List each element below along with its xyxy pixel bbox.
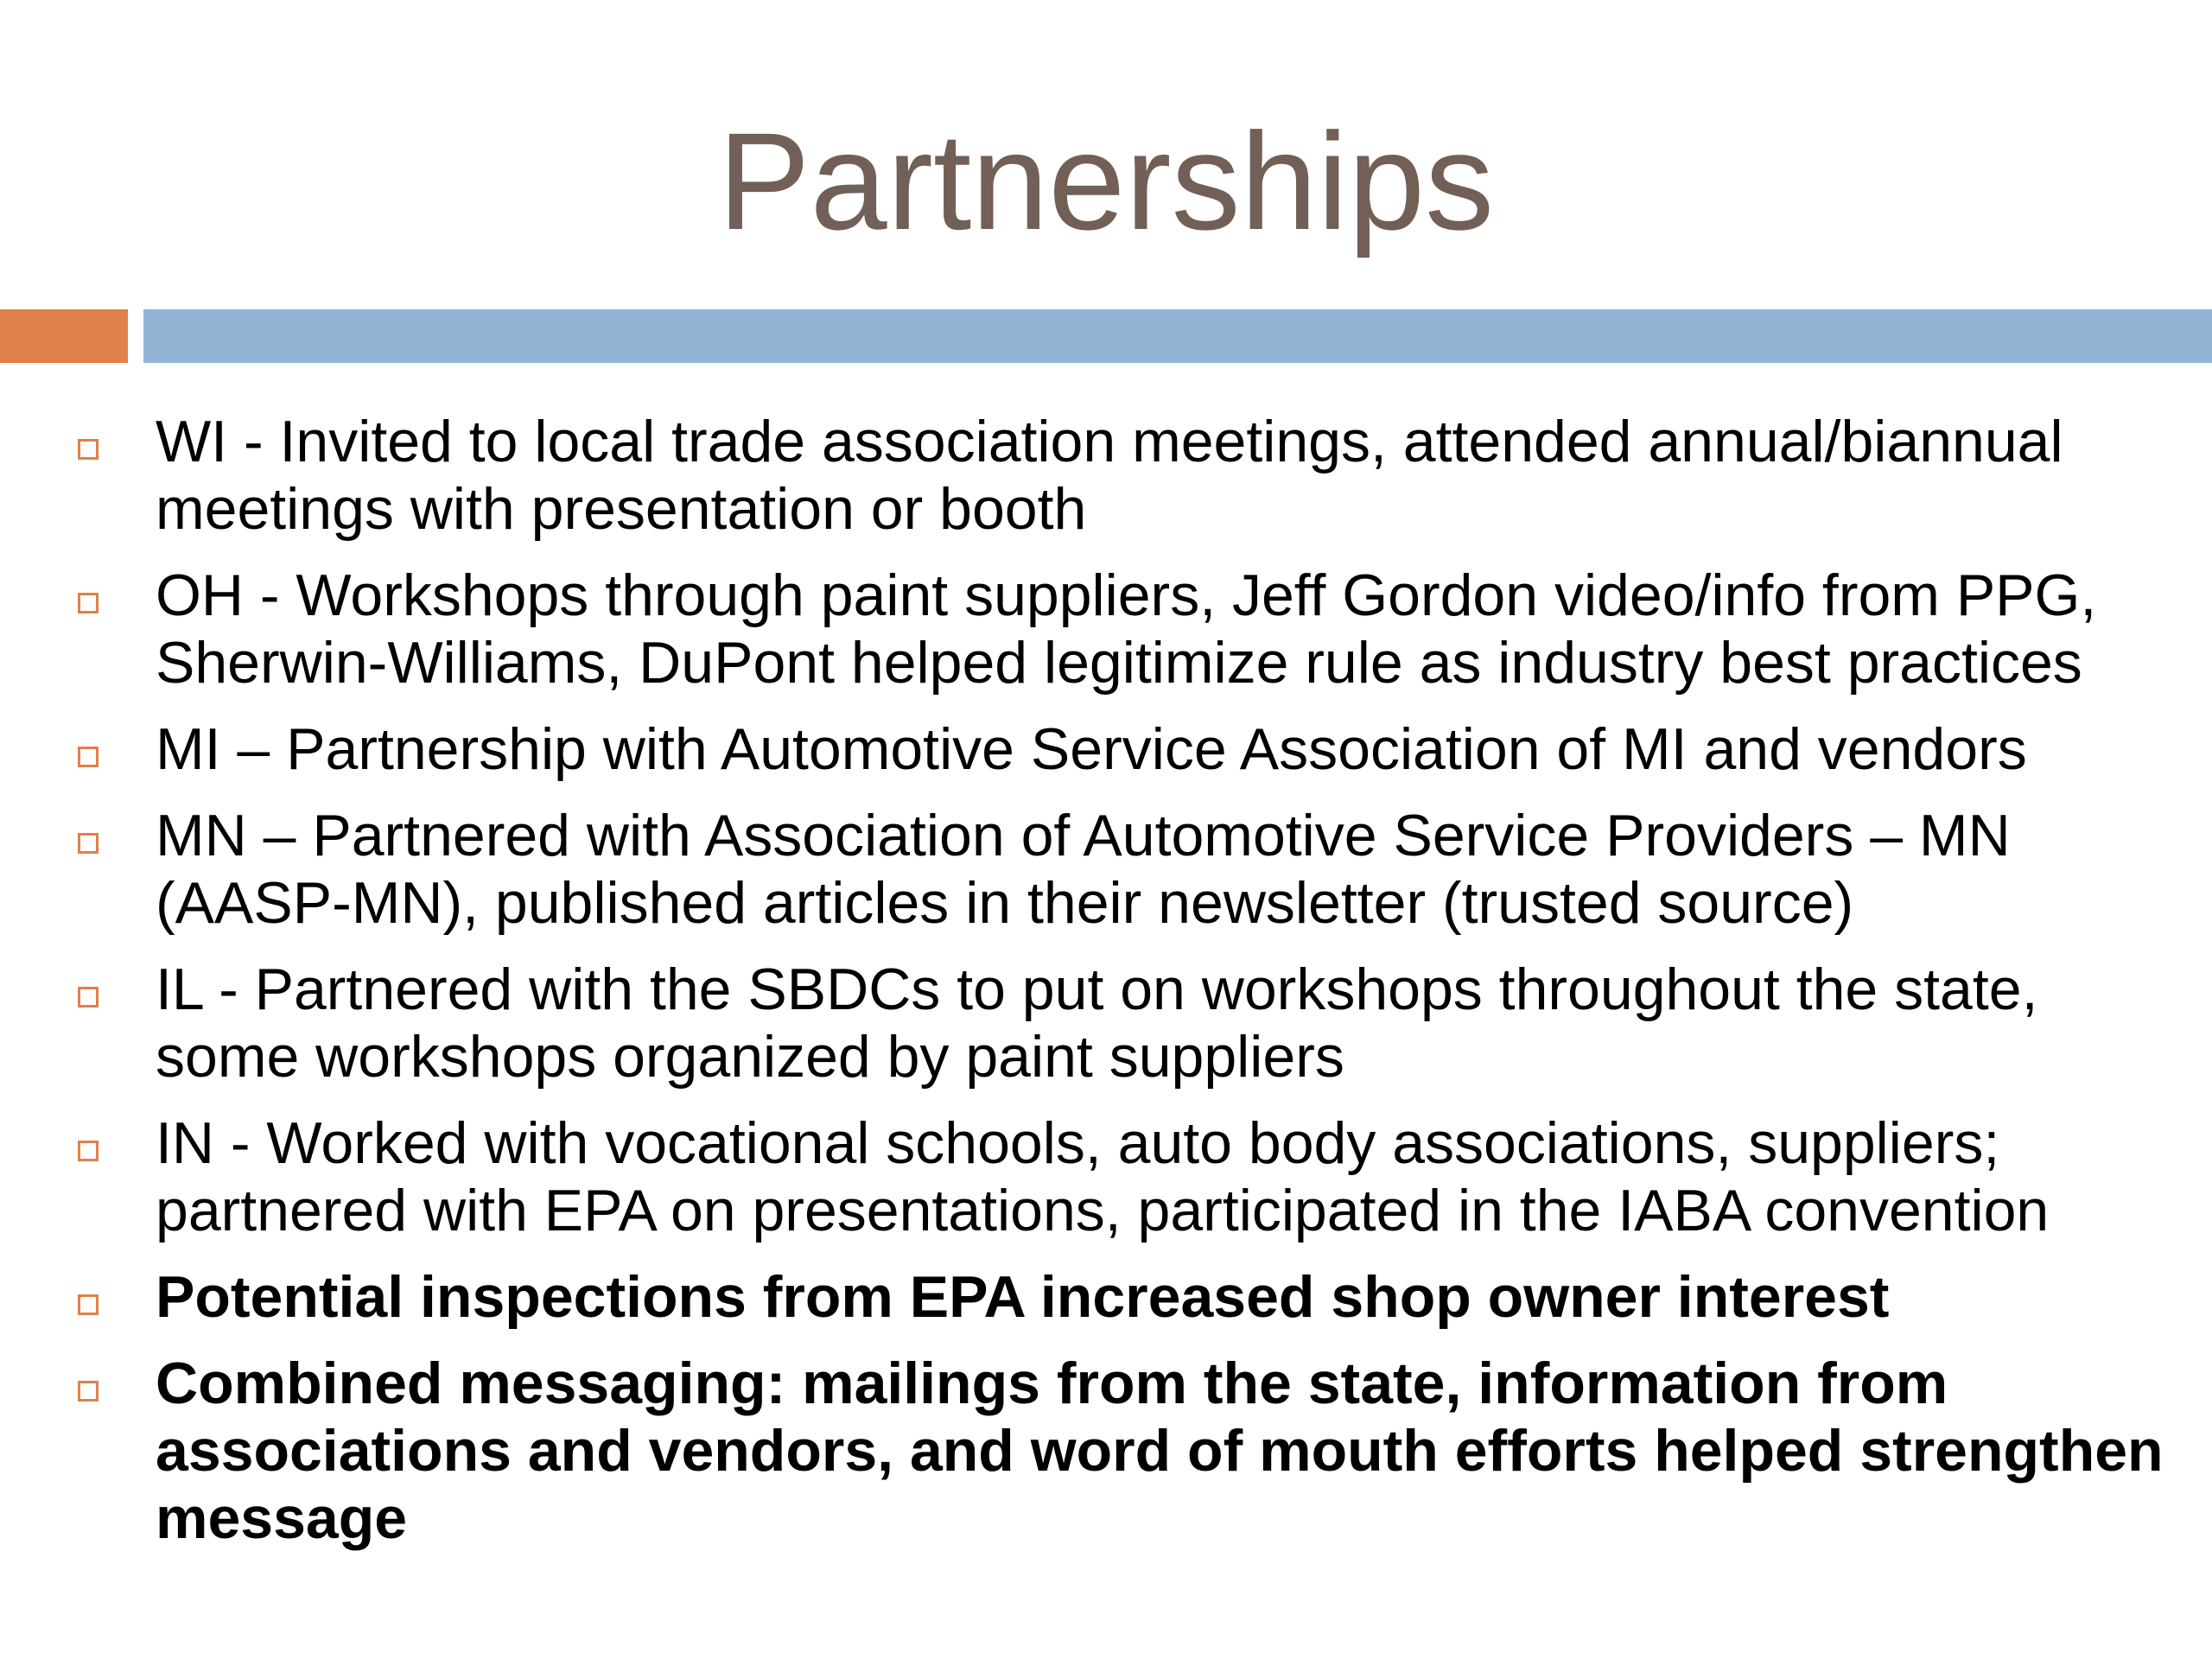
bullet-item-il <box>0 956 2212 1090</box>
bullet-text: MI – Partnership with Automotive Service Association of MI and vendors <box>156 716 2027 782</box>
hollow-square-icon <box>78 439 99 460</box>
bullet-list <box>0 408 2212 1571</box>
accent-bar-orange <box>0 309 128 363</box>
bullet-item-oh <box>0 562 2212 696</box>
bullet-text: IN - Worked with vocational schools, auto body associations, suppliers; partnered with EPA on presentations, participated in the IABA convention <box>156 1110 2050 1243</box>
bullet-item-wi <box>0 408 2212 543</box>
bullet-text: Potential inspections from EPA increased shop owner interest <box>156 1264 1890 1330</box>
hollow-square-icon <box>78 747 99 767</box>
bullet-text: IL - Partnered with the SBDCs to put on workshops throughout the state, some workshops organized by paint suppliers <box>156 957 2038 1090</box>
bullet-text: OH - Workshops through paint suppliers, Jeff Gordon video/info from PPG, Sherwin-Williams, DuPont helped legitimize rule as industry best practices <box>156 563 2097 696</box>
bullet-item-mn <box>0 802 2212 937</box>
bullet-item-in <box>0 1109 2212 1244</box>
slide-title: Partnerships <box>717 104 1495 258</box>
hollow-square-icon <box>78 1141 99 1161</box>
hollow-square-icon <box>78 1381 99 1402</box>
bullet-text: MN – Partnered with Association of Automotive Service Providers – MN (AASP-MN), published articles in their newsletter (trusted source) <box>156 803 2011 936</box>
bullet-item-mi <box>0 715 2212 783</box>
accent-bar-blue <box>143 309 2212 363</box>
hollow-square-icon <box>78 987 99 1007</box>
hollow-square-icon <box>78 1294 99 1315</box>
bullet-text: Combined messaging: mailings from the state, information from associations and vendors, and word of mouth efforts helped strengthen message <box>156 1351 2164 1551</box>
bullet-text: WI - Invited to local trade association meetings, attended annual/biannual meetings with presentation or booth <box>156 409 2063 542</box>
bullet-item-combined-messaging <box>0 1350 2212 1552</box>
hollow-square-icon <box>78 593 99 613</box>
bullet-item-inspections <box>0 1263 2212 1331</box>
hollow-square-icon <box>78 833 99 854</box>
